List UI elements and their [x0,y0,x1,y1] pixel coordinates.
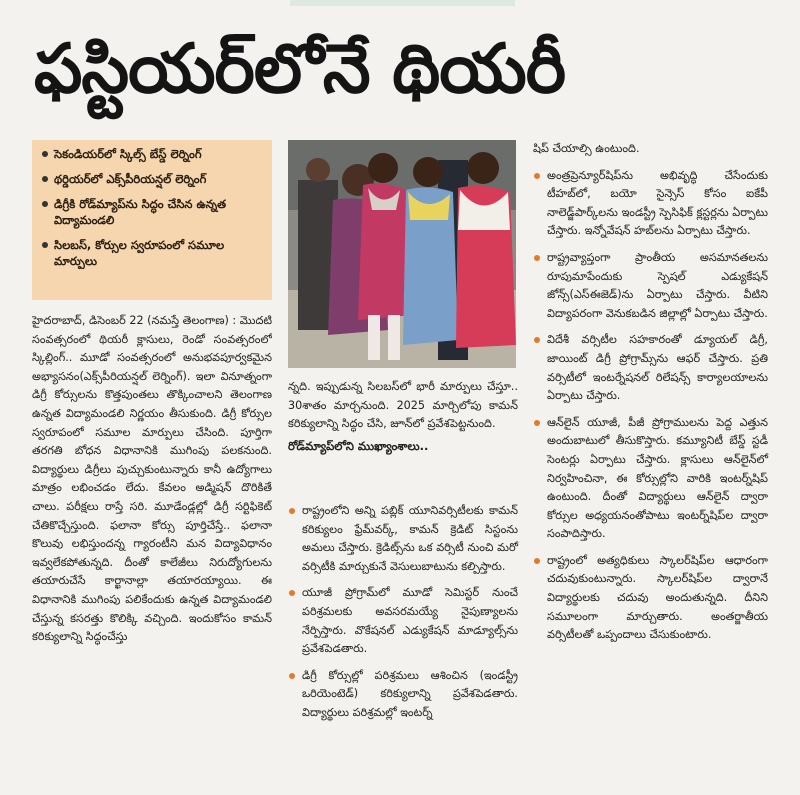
continued-text: షిప్ చేయాల్సి ఉంటుంది. [533,142,640,155]
bullet-icon [42,176,48,182]
article-column-2-bullets [288,502,518,792]
list-item: రాష్ట్రంలో అత్యధికులు స్కాలర్‌షిప్‌ల ఆధారంగా చదువుకుంటున్నారు. స్కాలర్‌షిప్‌ల ద్వారానే విద్యార్థులకు చదువు అందుతున్నది. దీనిని సమూలంగా మార్చుతారు. అంతర్జాతీయ వర్సిటీలతో ఒప్పందాలు చేసుకుంటారు. [533,552,768,645]
list-item: అంత్రప్రెన్యూర్‌షిప్‌ను అభివృద్ధి చేసేందుకు టీహబ్‌లో, బయో సైన్సెస్ కోసం ఐకేపీ నాలెడ్జ్‌పార్క్‌లను ఇండస్ట్రీ స్పెసిఫిక్ క్లస్టర్లను ఏర్పాటు చేస్తారు. ఇన్నోవేషన్ హబ్‌లను ఏర్పాటు చేస్తారు. [533,167,768,241]
highlight-item: సెకండియర్‌లో స్కిల్స్ బేస్డ్ లెర్నింగ్ [40,146,266,162]
list-item: రాష్ట్రంలోని అన్ని పబ్లిక్ యూనివర్సిటీలకు కామన్ కరిక్యులం ఫ్రేమ్‌వర్క్, కామన్ క్రెడిట్ సిస్టంను అమలు చేస్తారు. క్రెడిట్స్‌ను ఒక వర్సిటీ నుంచి మరో వర్సిటీకి మార్చుకునే వెసులుబాటును కల్పిస్తారు. [288,502,518,576]
list-item: డిగ్రీ కోర్సుల్లో పరిశ్రమలు ఆశించిన (ఇండస్ట్రీ ఒరియెంటెడ్) కరిక్యులాన్ని ప్రవేశపెడతారు. విద్యార్థులు పరిశ్రమల్లో ఇంటర్న్ [288,667,518,723]
bullet-icon [42,201,48,207]
highlight-item: డిగ్రీకి రోడ్‌మ్యాప్‌ను సిద్ధం చేసిన ఉన్నత విద్యామండలి [40,196,266,228]
highlight-item: సిలబస్, కోర్సుల స్వరూపంలో సమూల మార్పులు [40,237,266,269]
students-photo [288,140,516,368]
students-photo-art [288,140,516,368]
list-item: యూజీ ప్రోగ్రామ్‌లో మూడో సెమిస్టర్ నుంచే పరిశ్రమలకు అవసరమయ్యే నైపుణ్యాలను నేర్పిస్తారు. వొకేషనల్ ఎడ్యుకేషన్ మాడ్యూల్స్‌ను ప్రవేశపెడతారు. [288,584,518,658]
highlights-box [32,140,272,300]
headline: ఫస్టియర్‌లోనే థియరీ [34,30,566,109]
list-item: ఆన్‌లైన్ యూజీ, పీజీ ప్రోగ్రాములను పెద్ద ఎత్తున అందుబాటులో తీసుకొస్తారు. కమ్యూనిటీ బేస్డ్ స్టడీ సెంటర్లు ఏర్పాటు చేస్తారు. క్లాసులు ఆన్‌లైన్‌లో నిర్వహించినా, ఈ కోర్సుల్లోని వారికి ఇంటర్న్‌షిప్ ఉంటుంది. దీంతో విద్యార్థులు ఆన్‌లైన్ ద్వారా కోర్సుల అధ్యయనంతోపాటు ఇంటర్న్‌షిప్‌ల ద్వారా సంపాదిస్తారు. [533,414,768,544]
list-item: రాష్ట్రవ్యాప్తంగా ప్రాంతీయ అసమానతలను రూపుమాపేందుకు స్పెషల్ ఎడ్యుకేషన్ జోన్స్‌(ఎస్‌ఈజెడ్)ను ఏర్పాటు చేస్తారు. వీటిని విద్యాపరంగా వెనుకబడిన జిల్లాల్లో ఏర్పాటు చేస్తారు. [533,249,768,323]
bullet-icon [42,151,48,157]
article-column-2-top: న్నది. ఇప్పుడున్న సిలబస్‌లో భారీ మార్పులు చేస్తూ.. 30శాతం మార్చనుంది. 2025 మార్చిలోపు కామన్ కరిక్యులాన్ని సిద్ధం చేసి, జూన్‌లో ప్రవేశపెట్టనుంది. [288,380,518,431]
bullet-icon [42,242,48,248]
article-column-3 [533,140,768,790]
top-strip [290,0,515,6]
list-item: విదేశీ వర్సిటీల సహకారంతో డ్యూయల్ డిగ్రీ, జాయింట్ డిగ్రీ ప్రోగ్రామ్స్‌ను ఆఫర్ చేస్తారు. ప్రతి వర్సిటీలో ఇంటర్నేషనల్ రిలేషన్స్ కార్యాలయాలను ఏర్పాటు చేస్తారు. [533,331,768,405]
highlight-item: థర్డియర్‌లో ఎక్స్‌పీరియన్షల్ లెర్నింగ్ [40,171,266,187]
roadmap-subheading: రోడ్‌మ్యాప్‌లోని ముఖ్యాంశాలు.. [288,439,429,453]
article-column-1: హైదరాబాద్, డిసెంబర్ 22 (నమస్తే తెలంగాణ) : మొదటి సంవత్సరంలో థియరీ క్లాసులు, రెండో సంవత్సరంలో స్కిల్లింగ్.. మూడో సంవత్సరంలో అనుభవపూర్వకమైన అభ్యాసనం(ఎక్స్‌పీరియన్షల్ లెర్నింగ్). ఇలా వినూత్నంగా డిగ్రీ కోర్సులను కొత్తపుంతలు తొక్కించాలని తెలంగాణ ఉన్నత విద్యామండలి నిర్ణయం తీసుకుంది. డిగ్రీ కోర్సుల స్వరూపంలో సమూల మార్పులు చేసింది. పూర్తిగా తరగతి బోధన విధానానికి ముగింపు పలకనుంది. విద్యార్థులు డిగ్రీలు పుచ్చుకుంటున్నారు కానీ ఉద్యోగాలు మాత్రం లభించడం లేదు. కేవలం అడ్మిషన్ దొరికితే చాలు. పరీక్షలు రాస్తే సరి. మూడేండ్లల్లో డిగ్రీ సర్టిఫికెట్ చేతికొచ్చేస్తుంది. ఫలానా కోర్సు పూర్తిచేస్తే.. ఫలానా కొలువు లభిస్తుందన్న గ్యారంటీని మన విద్యావిధానం ఇవ్వలేకపోతున్నది. దీంతో కాలేజీలు నిరుద్యోగులను తయారుచేసే కార్ఖానాల్లా తయారయ్యాయి. ఈ విధానానికి ముగింపు పలికేందుకు ఉన్నత విద్యామండలి చేస్తున్న కసరత్తు కొలిక్కి వచ్చింది. ఇందుకోసం కామన్ కరిక్యులాన్ని సిద్ధంచేస్తు [32,314,272,644]
